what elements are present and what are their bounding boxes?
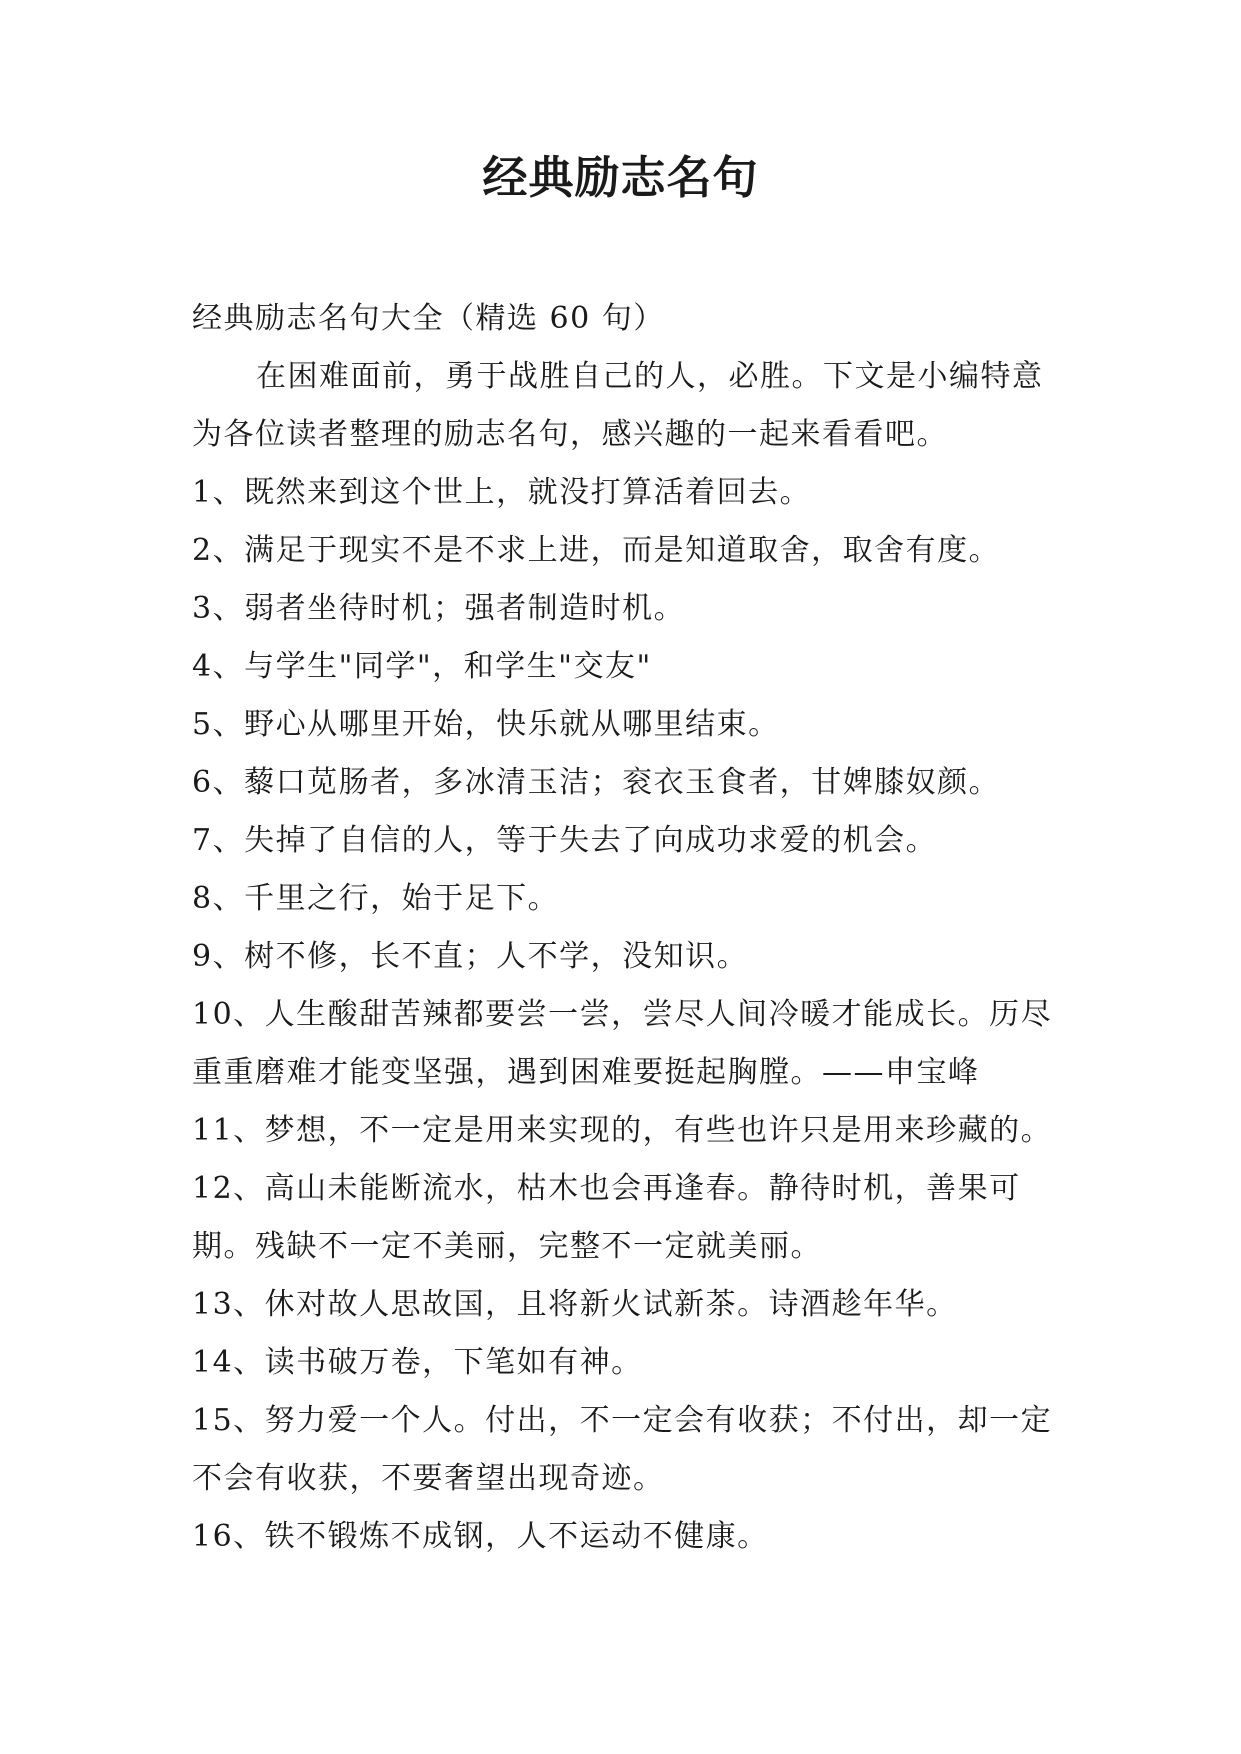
quote-item: 1、既然来到这个世上，就没打算活着回去。: [192, 475, 812, 510]
quote-item: 7、失掉了自信的人，等于失去了向成功求爱的机会。: [192, 823, 938, 858]
document-title: 经典励志名句: [482, 151, 759, 204]
quote-item: 12、高山未能断流水，枯木也会再逢春。静待时机，善果可期。残缺不一定不美丽，完整不一定就美丽。: [192, 1171, 1021, 1264]
quote-item: 11、梦想，不一定是用来实现的，有些也许只是用来珍藏的。: [192, 1113, 1053, 1148]
quote-item: 9、树不修，长不直；人不学，没知识。: [192, 939, 749, 974]
quote-item: 16、铁不锻炼不成钢，人不运动不健康。: [192, 1519, 769, 1554]
quote-item: 3、弱者坐待时机；强者制造时机。: [192, 591, 686, 626]
quote-item: 14、读书破万卷，下笔如有神。: [192, 1345, 643, 1380]
quote-item: 2、满足于现实不是不求上进，而是知道取舍，取舍有度。: [192, 533, 1001, 568]
quote-item: 13、休对故人思故国，且将新火试新茶。诗酒趁年华。: [192, 1287, 958, 1322]
document-subtitle: 经典励志名句大全（精选 60 句）: [192, 301, 665, 336]
document-body: [192, 290, 1072, 1566]
quote-item: 8、千里之行，始于足下。: [192, 881, 560, 916]
quote-list: [192, 464, 1072, 1566]
intro-paragraph: 在困难面前，勇于战胜自己的人，必胜。下文是小编特意为各位读者整理的励志名句，感兴趣的一起来看看吧。: [192, 359, 1044, 452]
quote-item: 4、与学生"同学"，和学生"交友": [192, 649, 652, 684]
quote-item: 6、藜口苋肠者，多冰清玉洁；衮衣玉食者，甘婢膝奴颜。: [192, 765, 1001, 800]
quote-item: 10、人生酸甜苦辣都要尝一尝，尝尽人间冷暖才能成长。历尽重重磨难才能变坚强，遇到困难要挺起胸膛。——申宝峰: [192, 997, 1053, 1090]
quote-item: 5、野心从哪里开始，快乐就从哪里结束。: [192, 707, 780, 742]
quote-item: 15、努力爱一个人。付出，不一定会有收获；不付出，却一定不会有收获，不要奢望出现奇迹。: [192, 1403, 1053, 1496]
